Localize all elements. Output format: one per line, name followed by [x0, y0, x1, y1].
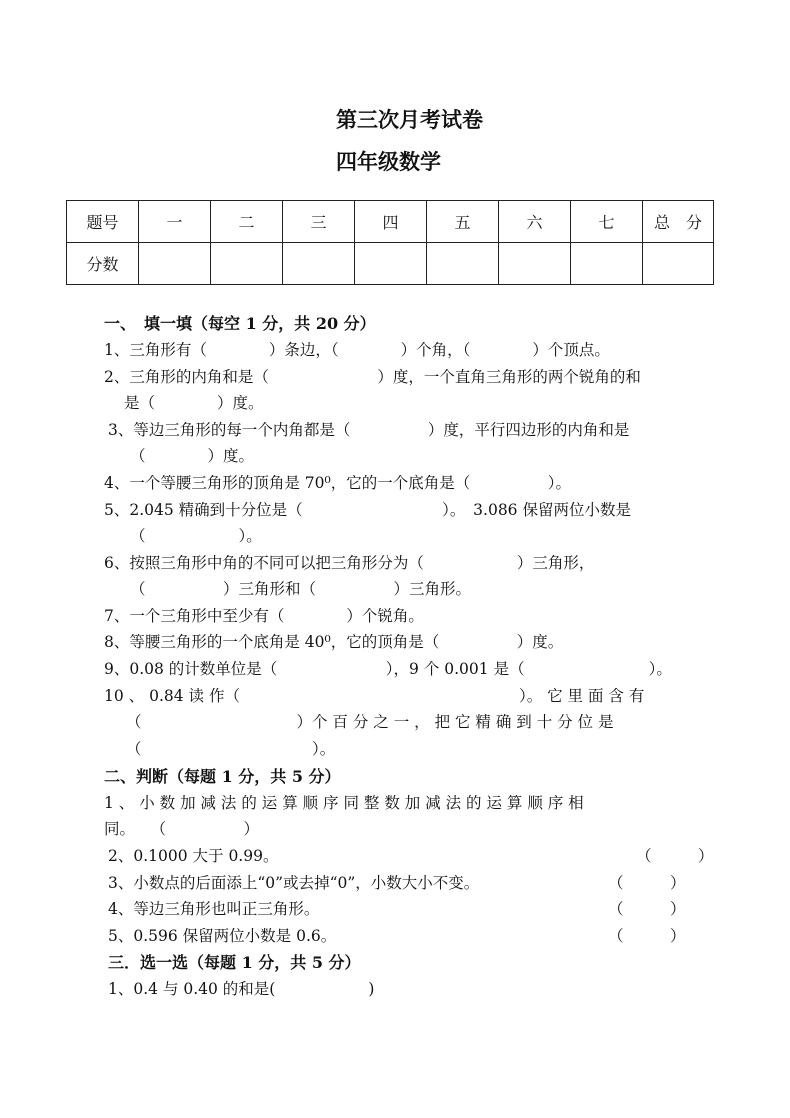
section3-heading: 三．选一选（每题 1 分，共 5 分） — [108, 953, 361, 972]
score-input-cell[interactable] — [355, 243, 427, 285]
question-line: 10 、 0.84 读 作（ ）。 它 里 面 含 有 — [104, 687, 645, 705]
table-cell: 六 — [499, 201, 571, 243]
section1-heading: 一、 填一填（每空 1 分，共 20 分） — [104, 314, 376, 333]
question-line: 2、0.1000 大于 0.99。 — [108, 847, 279, 865]
score-input-cell[interactable] — [571, 243, 643, 285]
table-cell: 题号 — [67, 201, 139, 243]
table-row — [67, 243, 714, 285]
question-line: 7、一个三角形中至少有（ ）个锐角。 — [104, 607, 424, 625]
score-input-cell[interactable] — [139, 243, 211, 285]
question-line: 1、0.4 与 0.40 的和是( ) — [108, 980, 375, 998]
score-input-cell[interactable] — [211, 243, 283, 285]
question-line: 同。 （ ） — [104, 820, 260, 838]
table-cell: 三 — [283, 201, 355, 243]
answer-paren[interactable]: （ ） — [636, 847, 714, 865]
table-cell: 分数 — [67, 243, 139, 285]
score-input-cell[interactable] — [427, 243, 499, 285]
score-table — [66, 200, 714, 285]
question-line: 8、等腰三角形的一个底角是 40⁰，它的顶角是（ ）度。 — [104, 633, 564, 651]
question-line: 2、三角形的内角和是（ ）度，一个直角三角形的两个锐角的和 — [104, 368, 641, 386]
answer-paren[interactable]: （ ） — [608, 900, 686, 918]
question-line: 是（ ）度。 — [124, 394, 264, 412]
answer-paren[interactable]: （ ） — [608, 874, 686, 892]
table-row — [67, 201, 714, 243]
question-line: 1 、 小 数 加 减 法 的 运 算 顺 序 同 整 数 加 减 法 的 运 算 顺 序 相 — [104, 794, 584, 812]
question-line: 1、三角形有（ ）条边，（ ）个角，（ ）个顶点。 — [104, 341, 610, 359]
page-title: 第三次月考试卷 — [336, 107, 483, 132]
score-input-cell[interactable] — [643, 243, 714, 285]
question-line: （ ）度。 — [130, 447, 255, 465]
question-line: 4、等边三角形也叫正三角形。 — [108, 900, 320, 918]
score-input-cell[interactable] — [283, 243, 355, 285]
question-line: （ ）个 百 分 之 一 ， 把 它 精 确 到 十 分 位 是 — [126, 713, 614, 731]
question-line: 3、等边三角形的每一个内角都是（ ）度，平行四边形的内角和是 — [108, 421, 630, 439]
question-line: 4、一个等腰三角形的顶角是 70⁰，它的一个底角是（ ）。 — [104, 474, 571, 492]
table-cell: 总 分 — [643, 201, 714, 243]
question-line: 5、0.596 保留两位小数是 0.6。 — [108, 927, 337, 945]
question-line: 5、2.045 精确到十分位是（ ）。 3.086 保留两位小数是 — [104, 501, 631, 519]
table-cell: 四 — [355, 201, 427, 243]
question-line: （ ）三角形和（ ）三角形。 — [130, 580, 472, 598]
question-line: 3、小数点的后面添上“0”或去掉“0”，小数大小不变。 — [108, 874, 480, 892]
page-subtitle: 四年级数学 — [336, 149, 441, 174]
table-cell: 一 — [139, 201, 211, 243]
table-cell: 二 — [211, 201, 283, 243]
section2-heading: 二、判断（每题 1 分，共 5 分） — [104, 767, 341, 786]
score-input-cell[interactable] — [499, 243, 571, 285]
question-line: （ ）。 — [126, 740, 336, 758]
question-line: （ ）。 — [130, 527, 262, 545]
table-cell: 七 — [571, 201, 643, 243]
answer-paren[interactable]: （ ） — [608, 927, 686, 945]
question-line: 9、0.08 的计数单位是（ ），9 个 0.001 是（ ）。 — [104, 660, 672, 678]
question-line: 6、按照三角形中角的不同可以把三角形分为（ ）三角形， — [104, 554, 595, 572]
table-cell: 五 — [427, 201, 499, 243]
